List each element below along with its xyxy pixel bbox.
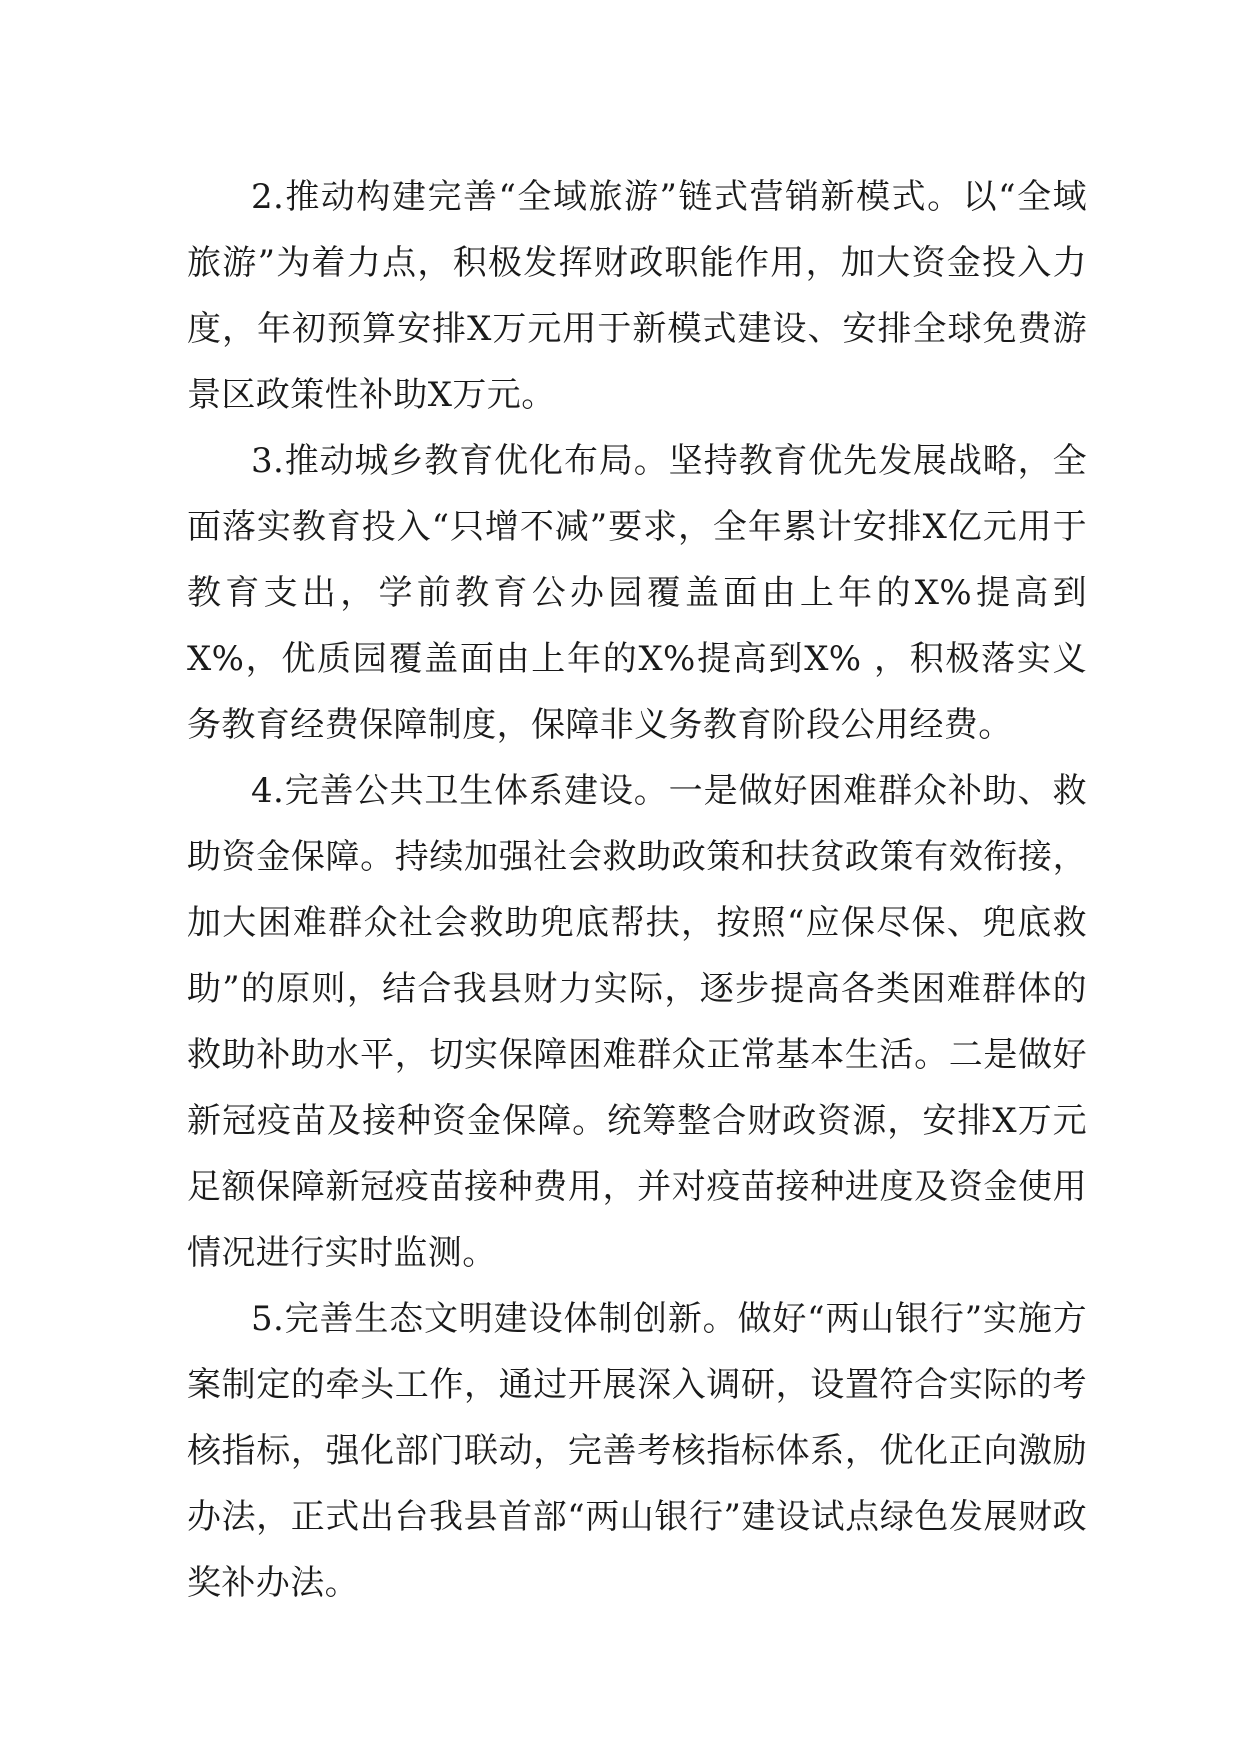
document-body (187, 164, 1087, 1616)
paragraph-tourism: 2.推动构建完善“全域旅游”链式营销新模式。以“全域旅游”为着力点，积极发挥财政职能作用，加大资金投入力度，年初预算安排X万元用于新模式建设、安排全球免费游景区政策性补助X万元。 (187, 177, 1087, 415)
paragraph-ecology: 5.完善生态文明建设体制创新。做好“两山银行”实施方案制定的牵头工作，通过开展深入调研，设置符合实际的考核指标，强化部门联动，完善考核指标体系，优化正向激励办法，正式出台我县首部“两山银行”建设试点绿色发展财政奖补办法。 (187, 1299, 1087, 1603)
paragraph-public-health: 4.完善公共卫生体系建设。一是做好困难群众补助、救助资金保障。持续加强社会救助政策和扶贫政策有效衔接，加大困难群众社会救助兜底帮扶，按照“应保尽保、兜底救助”的原则，结合我县财力实际，逐步提高各类困难群体的救助补助水平，切实保障困难群众正常基本生活。二是做好新冠疫苗及接种资金保障。统筹整合财政资源，安排X万元足额保障新冠疫苗接种费用，并对疫苗接种进度及资金使用情况进行实时监测。 (187, 771, 1087, 1273)
paragraph-education: 3.推动城乡教育优化布局。坚持教育优先发展战略，全面落实教育投入“只增不减”要求，全年累计安排X亿元用于教育支出，学前教育公办园覆盖面由上年的X%提高到X%，优质园覆盖面由上年的X%提高到X% ，积极落实义务教育经费保障制度，保障非义务教育阶段公用经费。 (187, 441, 1087, 745)
